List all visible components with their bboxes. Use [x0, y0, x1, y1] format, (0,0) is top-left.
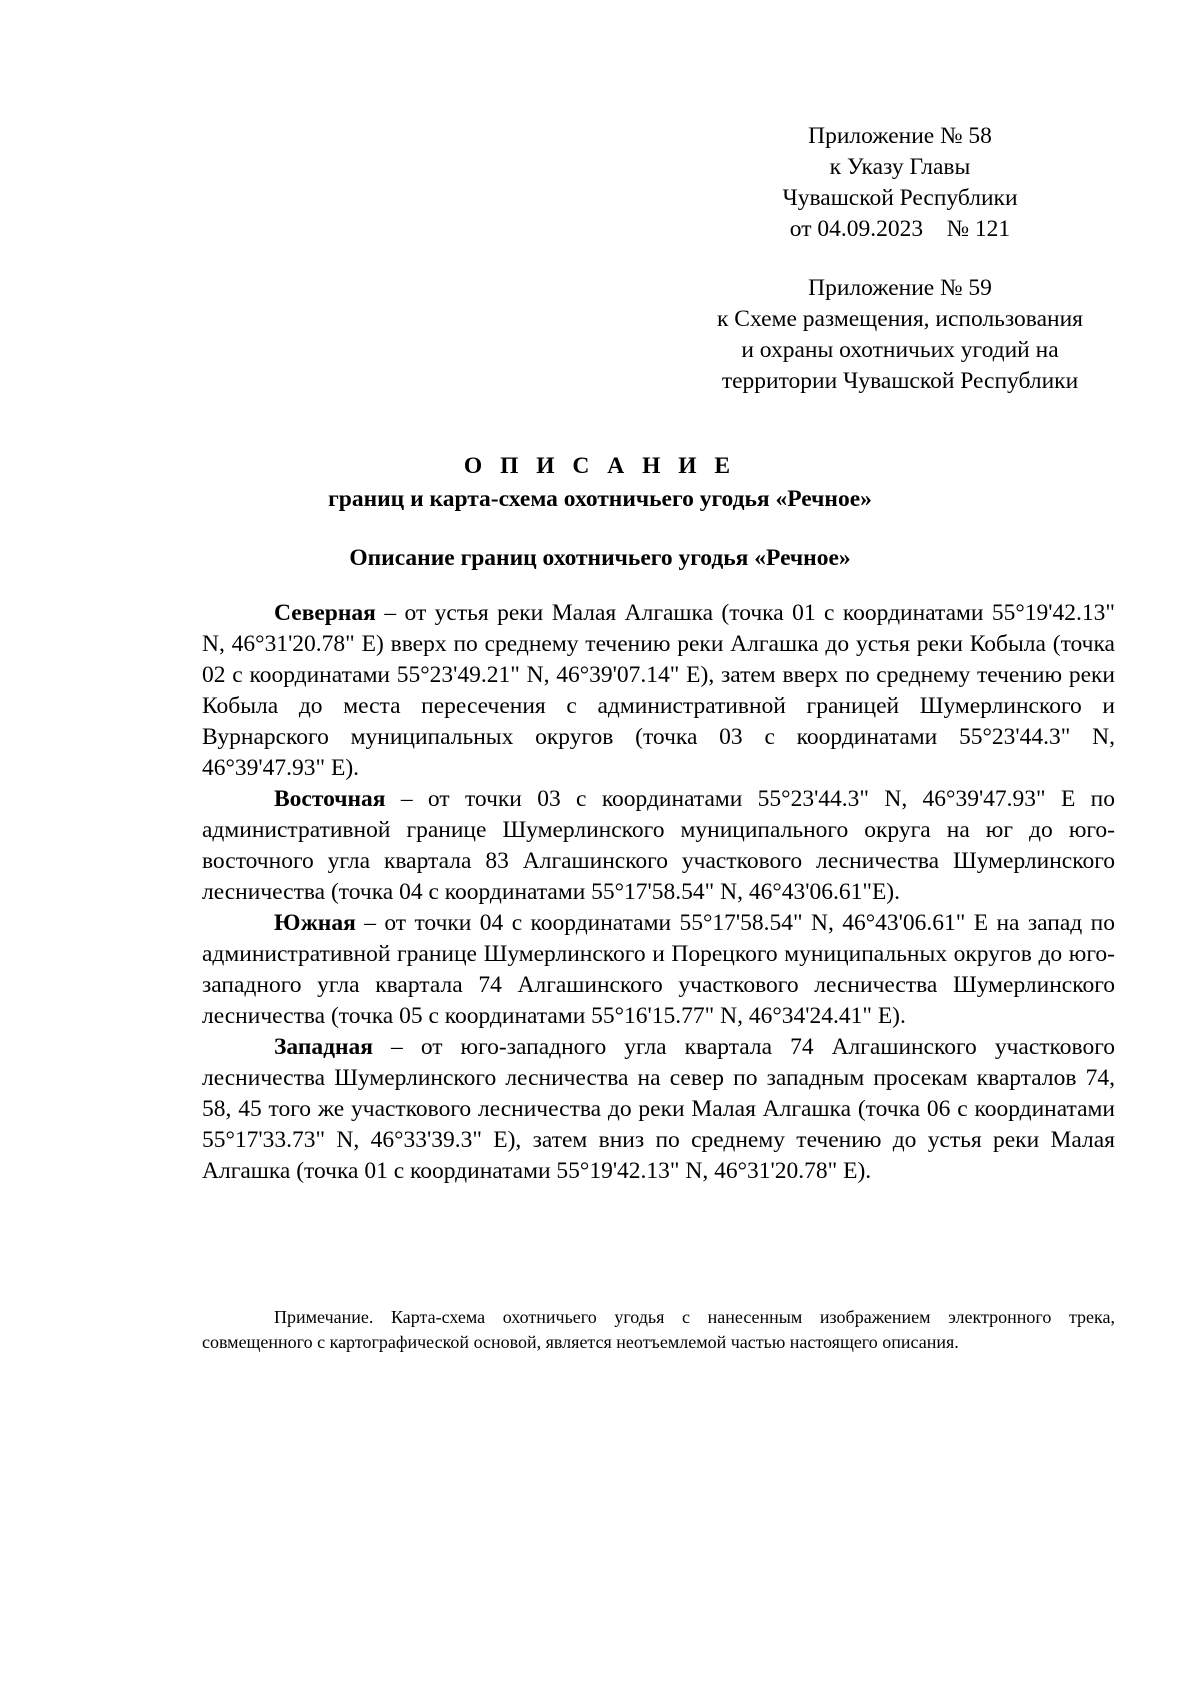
appendix-scheme-reference	[690, 273, 1110, 397]
document-subtitle: границ и карта-схема охотничьего угодья «Речное»	[328, 486, 872, 512]
appendix-line: и охраны охотничьих угодий на	[741, 337, 1059, 363]
document-title: О П И С А Н И Е	[463, 453, 737, 479]
boundary-paragraph-north	[202, 598, 1115, 784]
boundary-text: – от точки 03 с координатами 55°23'44.3" N, 46°39'47.93" E по административной границе Шумерлинского муниципального округа на юг до юго-восточного угла квартала 83 Алгашинского участкового лесничества Шумерлинского лесничества (точка 04 с координатами 55°17'58.54" N, 46°43'06.61"E).	[202, 786, 1115, 905]
appendix-line: Чувашской Республики	[782, 185, 1018, 211]
boundary-direction: Восточная	[274, 786, 386, 812]
section-heading: Описание границ охотничьего угодья «Речное»	[349, 545, 851, 571]
appendix-line: Приложение № 59	[808, 275, 992, 301]
boundary-direction: Западная	[274, 1034, 374, 1060]
boundary-paragraph-west	[202, 1032, 1115, 1187]
boundary-text: – от устья реки Малая Алгашка (точка 01 с координатами 55°19'42.13" N, 46°31'20.78" E) вверх по среднему течению реки Алгашка до устья реки Кобыла (точка 02 с координатами 55°23'49.21" N, 46°39'07.14" E), затем вверх по среднему течению реки Кобыла до места пересечения с административной границей Шумерлинского и Вурнарского муниципальных округов (точка 03 с координатами 55°23'44.3" N, 46°39'47.93" E).	[202, 600, 1115, 781]
boundary-direction: Южная	[274, 910, 356, 936]
boundary-description	[202, 598, 1115, 1187]
boundary-text: – от юго-западного угла квартала 74 Алгашинского участкового лесничества Шумерлинского лесничества на север по западным просекам кварталов 74, 58, 45 того же участкового лесничества до реки Малая Алгашка (точка 06 с координатами 55°17'33.73" N, 46°33'39.3" E), затем вниз по среднему течению до устья реки Малая Алгашка (точка 01 с координатами 55°19'42.13" N, 46°31'20.78" E).	[202, 1034, 1115, 1184]
boundary-text: – от точки 04 с координатами 55°17'58.54" N, 46°43'06.61" E на запад по административной границе Шумерлинского и Порецкого муниципальных округов до юго-западного угла квартала 74 Алгашинского участкового лесничества Шумерлинского лесничества (точка 05 с координатами 55°16'15.77" N, 46°34'24.41" E).	[202, 910, 1115, 1029]
appendix-line: территории Чувашской Республики	[721, 368, 1079, 394]
appendix-line: к Указу Главы	[829, 154, 971, 180]
appendix-line: от 04.09.2023 № 121	[789, 216, 1011, 242]
footnote: Примечание. Карта-схема охотничьего угодья с нанесенным изображением электронного трека, совмещенного с картографической основой, является неотъемлемой частью настоящего описания.	[202, 1307, 1115, 1352]
appendix-line: к Схеме размещения, использования	[717, 306, 1083, 332]
boundary-paragraph-south	[202, 908, 1115, 1032]
appendix-decree-reference	[690, 121, 1110, 245]
boundary-paragraph-east	[202, 784, 1115, 908]
boundary-direction: Северная	[274, 600, 376, 626]
appendix-line: Приложение № 58	[808, 123, 992, 149]
